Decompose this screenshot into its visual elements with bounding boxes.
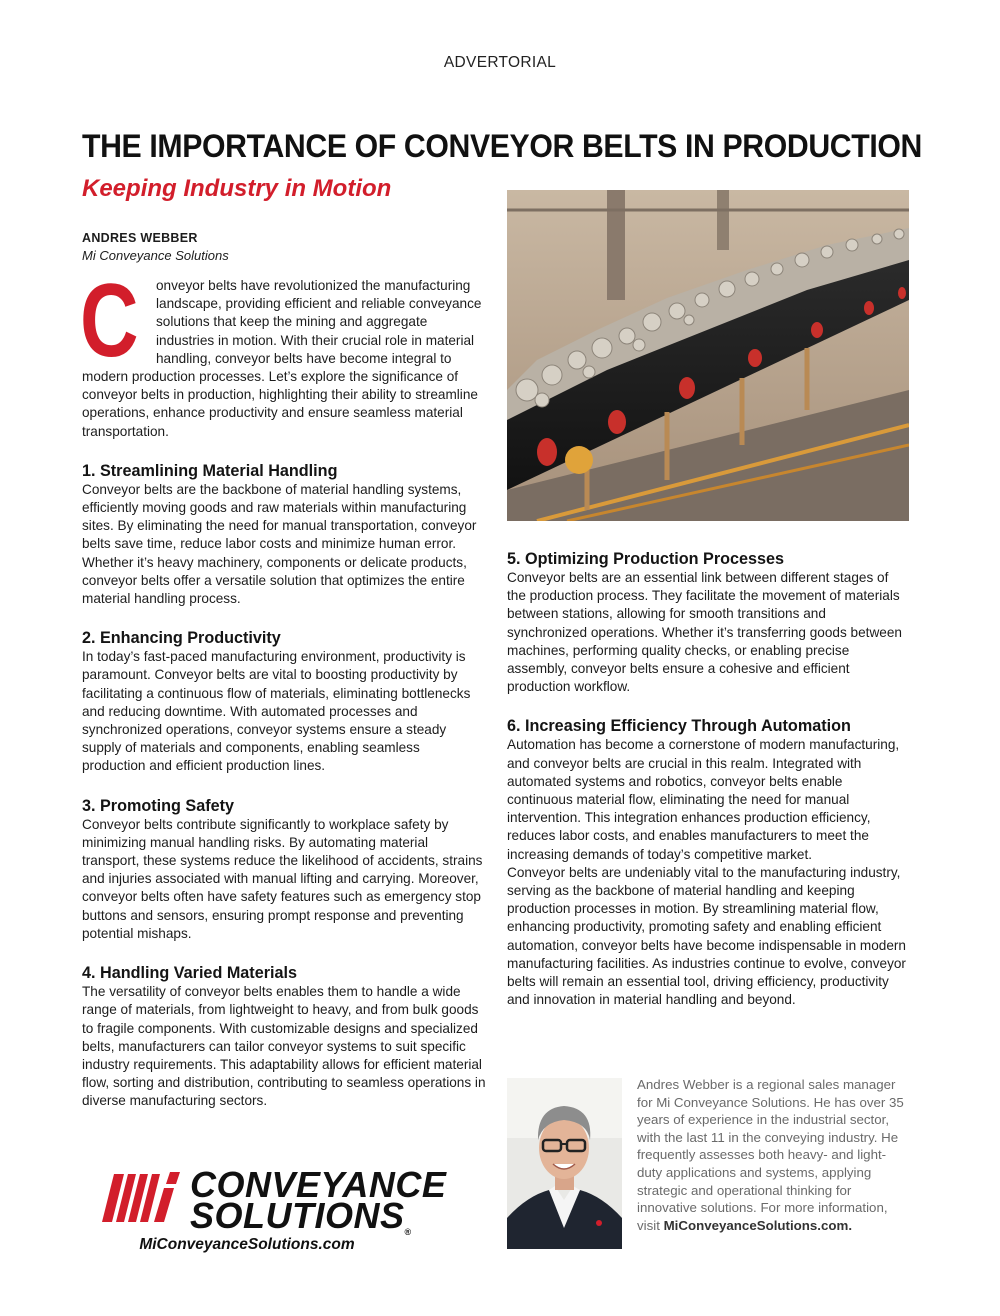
intro-text: onveyor belts have revolutionized the manufacturing landscape, providing efficient and reliable conveyance solutions that keep the mining and aggregate industries in motion. With their crucial role in material handling, conveyor belts have become integral to modern production processes. Let’s explore the significance of conveyor belts in production, highlighting their ability to streamline operations, enhance productivity and ensure seamless material transportation.: [82, 278, 482, 439]
section-body: Automation has become a cornerstone of modern manufacturing, and conveyor belts are crucial in this realm. Integrated with automated systems and robotics, conveyor belts enable continuous material flow, eliminating the need for manual intervention. This integration enhances production efficiency, reduces labor costs, and enables manufacturers to meet the increasing demands of today’s competitive market.: [507, 737, 900, 862]
closing-paragraph: Conveyor belts are undeniably vital to the manufacturing industry, serving as the backbone of material handling and keeping production processes in motion. By streamlining material flow, enhancing productivity, promoting safety and enabling efficient automation, conveyor belts have become indispensable in modern manufacturing facilities. As industries continue to evolve, conveyor belts will remain an essential tool, driving efficiency, productivity and innovation in material handling and beyond.: [507, 864, 906, 1008]
advertorial-label: ADVERTORIAL: [443, 54, 557, 71]
registered-mark: ®: [404, 1227, 412, 1237]
conveyor-belt-photo: [507, 190, 909, 521]
author-name: ANDRES WEBBER: [82, 231, 198, 245]
mi-logo-mark-icon: [94, 1170, 186, 1226]
section-heading: 5. Optimizing Production Processes: [507, 550, 785, 568]
section-body: In today’s fast-paced manufacturing environment, productivity is paramount. Conveyor belts are vital to boosting productivity by facilitating a continuous flow of materials, eliminating bottlenecks and reducing downtime. With automated processes and synchronized operations, conveyor systems ensure a steady supply of materials and components, enabling seamless production and efficient production lines.: [82, 649, 471, 774]
section-body: Conveyor belts are the backbone of material handling systems, efficiently moving goods and raw materials within manufacturing sites. By eliminating the need for manual transportation, conveyor belts save time, reduce labor costs and minimize human error. Whether it’s heavy machinery, components or delicate products, conveyor belts offer a versatile solution that optimizes the entire material handling process.: [82, 481, 477, 607]
bio-text: Andres Webber is a regional sales manager for Mi Conveyance Solutions. He has over 35 years of experience in the industrial sector, with the last 11 in the conveying industry. He frequently assesses both heavy- and light-duty applications and systems, applying strategic and operational thinking for innovative solutions. For more information, visit: [637, 1077, 904, 1233]
left-column: [82, 229, 487, 1111]
drop-cap: C: [80, 263, 139, 379]
author-bio: [637, 1076, 909, 1234]
section-body: The versatility of conveyor belts enables them to handle a wide range of materials, from lightweight to heavy, and from bulk goods to fragile components. With customizable designs and specialized belts, manufacturers can tailor conveyor systems to suit specific industry requirements. This adaptability allows for efficient material flow, sorting and distribution, contributing to seamless operations in diverse manufacturing sectors.: [82, 984, 486, 1109]
section-heading: 6. Increasing Efficiency Through Automation: [507, 717, 851, 736]
section-body: Conveyor belts are an essential link between different stages of the production process. They facilitate the movement of materials between stations, allowing for smooth transitions and synchronized operations. Whether it’s transferring goods between machines, performing quality checks, or enabling precise assembly, conveyor belts ensure a cohesive and efficient production workflow.: [507, 570, 902, 695]
section-body: Conveyor belts contribute significantly to workplace safety by minimizing manual handling risks. By automating material transport, these systems reduce the likelihood of accidents, strains and injuries associated with manual lifting and carrying. Moreover, conveyor belts often have safety features such as emergency stop buttons and sensors, ensuring prompt response and preventing potential mishaps.: [82, 816, 483, 941]
logo-website-link[interactable]: MiConveyanceSolutions.com: [139, 1236, 355, 1253]
author-portrait: [507, 1078, 622, 1249]
intro-paragraph: [80, 263, 487, 441]
bio-url-link[interactable]: MiConveyanceSolutions.com.: [663, 1217, 853, 1233]
section-heading: 4. Handling Varied Materials: [82, 964, 298, 983]
headline: THE IMPORTANCE OF CONVEYOR BELTS IN PRODUCTION: [82, 128, 923, 164]
subhead: Keeping Industry in Motion: [82, 175, 392, 202]
logo-line-1: CONVEYANCE: [190, 1164, 447, 1205]
section-heading: 1. Streamlining Material Handling: [82, 461, 338, 480]
right-column: [507, 549, 907, 1009]
author-company: Mi Conveyance Solutions: [82, 248, 229, 263]
section-heading: 3. Promoting Safety: [82, 796, 235, 815]
section-heading: 2. Enhancing Productivity: [82, 629, 281, 648]
logo-line-2: SOLUTIONS®: [190, 1195, 412, 1237]
